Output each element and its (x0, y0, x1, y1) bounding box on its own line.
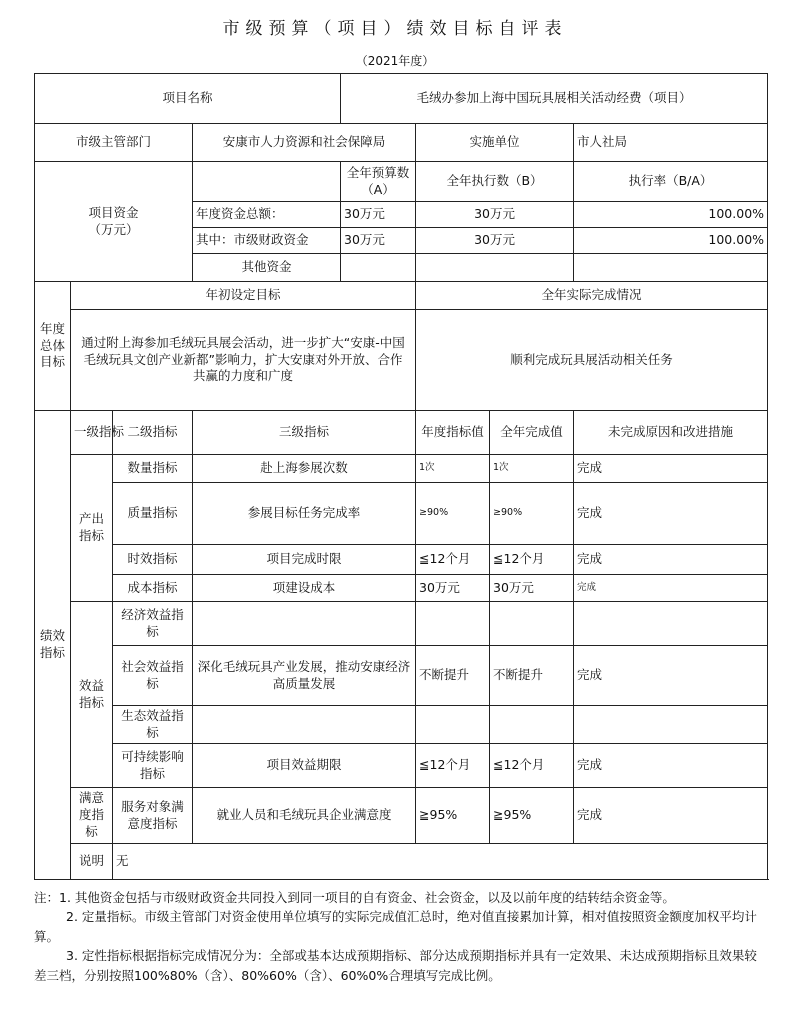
indicator-note (574, 706, 768, 744)
indicator-row (35, 455, 768, 483)
indicator-note: 完成 (574, 455, 768, 483)
impl-label: 实施单位 (416, 124, 574, 162)
indicator-actual: 30万元 (490, 575, 574, 602)
footnotes (34, 888, 768, 985)
funds-row-budget (341, 254, 416, 282)
indicator-l2: 经济效益指标 (113, 602, 193, 646)
year-label: （2021年度） (355, 54, 435, 68)
indicator-note: 完成 (574, 788, 768, 844)
indicator-note: 完成 (574, 744, 768, 788)
goal-set-header: 年初设定目标 (71, 282, 416, 310)
funds-col-rate: 执行率（B/A） (574, 162, 768, 202)
funds-row-rate: 100.00% (574, 228, 768, 254)
indicator-target: 不断提升 (416, 646, 490, 706)
department-row (35, 124, 768, 162)
indicator-target: ≥90% (416, 483, 490, 545)
indicator-l2: 服务对象满意度指标 (113, 788, 193, 844)
funds-row-budget: 30万元 (341, 202, 416, 228)
header-level2: 二级指标 (113, 411, 193, 455)
indicator-row (35, 602, 768, 646)
goal-header-row (35, 282, 768, 310)
indicator-actual: ≦12个月 (490, 744, 574, 788)
indicator-actual (490, 706, 574, 744)
goal-set-text: 通过附上海参加毛绒玩具展会活动，进一步扩大“安康-中国毛绒玩具文创产业新都”影响力，扩大安康对外开放、合作共赢的力度和广度 (71, 310, 416, 411)
indicator-target (416, 602, 490, 646)
funds-row-budget: 30万元 (341, 228, 416, 254)
goal-content-row (35, 310, 768, 411)
indicator-l3: 参展目标任务完成率 (193, 483, 416, 545)
indicator-l2: 时效指标 (113, 545, 193, 575)
indicator-l3: 赴上海参展次数 (193, 455, 416, 483)
funds-blank-cell (193, 162, 341, 202)
indicator-target: ≦12个月 (416, 545, 490, 575)
footnote-2: 2. 定量指标。市级主管部门对资金使用单位填写的实际完成值汇总时，绝对值直接累加计算，相对值按照资金额度加权平均计算。 (34, 909, 757, 944)
footnote-3: 3. 定性指标根据指标完成情况分为：全部或基本达成预期指标、部分达成预期指标并具有一定效果、未达成预期指标且效果较差三档，分别按照100%80%（含）、80%60%（含）、60%0%合理填写完成比例。 (34, 948, 757, 983)
indicator-row (35, 788, 768, 844)
header-actual: 全年完成值 (490, 411, 574, 455)
funds-label: 项目资金 （万元） (35, 162, 193, 282)
dept-label: 市级主管部门 (35, 124, 193, 162)
indicator-row (35, 706, 768, 744)
dept-value: 安康市人力资源和社会保障局 (193, 124, 416, 162)
indicator-l3: 就业人员和毛绒玩具企业满意度 (193, 788, 416, 844)
indicator-l2: 成本指标 (113, 575, 193, 602)
indicator-l3 (193, 706, 416, 744)
funds-row-exec (416, 254, 574, 282)
remark-row (35, 844, 768, 880)
output-indicator-label: 产出指标 (71, 455, 113, 602)
funds-row-name: 年度资金总额： (193, 202, 341, 228)
indicator-note: 完成 (574, 575, 768, 602)
indicator-l2: 生态效益指标 (113, 706, 193, 744)
goal-done-header: 全年实际完成情况 (416, 282, 768, 310)
indicator-row (35, 646, 768, 706)
indicator-l2: 质量指标 (113, 483, 193, 545)
indicator-actual: ≦12个月 (490, 545, 574, 575)
header-level1: 一级指标 (71, 411, 113, 455)
indicator-l2: 社会效益指标 (113, 646, 193, 706)
indicator-note (574, 602, 768, 646)
indicator-l2: 可持续影响指标 (113, 744, 193, 788)
indicator-note: 完成 (574, 646, 768, 706)
indicators-label: 绩效指标 (35, 411, 71, 880)
satisfaction-indicator-label: 满意度指标 (71, 788, 113, 844)
indicator-actual: 不断提升 (490, 646, 574, 706)
indicator-l3: 深化毛绒玩具产业发展，推动安康经济高质量发展 (193, 646, 416, 706)
funds-row-exec: 30万元 (416, 228, 574, 254)
indicator-l3: 项目效益期限 (193, 744, 416, 788)
indicator-l3 (193, 602, 416, 646)
indicator-note: 完成 (574, 483, 768, 545)
funds-col-exec: 全年执行数（B） (416, 162, 574, 202)
indicator-row (35, 545, 768, 575)
indicator-target: 1次 (416, 455, 490, 483)
funds-row-name: 其他资金 (193, 254, 341, 282)
remark-value: 无 (113, 844, 768, 880)
indicator-l2: 数量指标 (113, 455, 193, 483)
project-name-value: 毛绒办参加上海中国玩具展相关活动经费（项目） (341, 74, 768, 124)
funds-header-row (35, 162, 768, 202)
project-name-label: 项目名称 (35, 74, 341, 124)
remark-label: 说明 (71, 844, 113, 880)
indicator-row (35, 575, 768, 602)
funds-row-exec: 30万元 (416, 202, 574, 228)
evaluation-table (34, 73, 768, 880)
indicator-header-row (35, 411, 768, 455)
funds-row-rate: 100.00% (574, 202, 768, 228)
indicator-l3: 项建设成本 (193, 575, 416, 602)
indicator-actual: ≧95% (490, 788, 574, 844)
indicator-target: 30万元 (416, 575, 490, 602)
indicator-target: ≧95% (416, 788, 490, 844)
goal-done-text: 顺利完成玩具展活动相关任务 (416, 310, 768, 411)
indicator-note: 完成 (574, 545, 768, 575)
indicator-actual: ≥90% (490, 483, 574, 545)
indicator-target (416, 706, 490, 744)
header-target: 年度指标值 (416, 411, 490, 455)
page-title: 市级预算（项目）绩效目标自评表 (222, 19, 568, 39)
footnote-1: 注：1. 其他资金包括与市级财政资金共同投入到同一项目的自有资金、社会资金，以及以前年度的结转结余资金等。 (34, 890, 675, 905)
indicator-target: ≦12个月 (416, 744, 490, 788)
indicator-actual (490, 602, 574, 646)
indicator-l3: 项目完成时限 (193, 545, 416, 575)
indicator-actual: 1次 (490, 455, 574, 483)
goal-label: 年度总体目标 (35, 282, 71, 411)
header-level3: 三级指标 (193, 411, 416, 455)
indicator-row (35, 744, 768, 788)
funds-row-rate (574, 254, 768, 282)
impl-value: 市人社局 (574, 124, 768, 162)
benefit-indicator-label: 效益指标 (71, 602, 113, 788)
funds-col-budget: 全年预算数（A） (341, 162, 416, 202)
indicator-row (35, 483, 768, 545)
project-name-row (35, 74, 768, 124)
header-note: 未完成原因和改进措施 (574, 411, 768, 455)
funds-row-name: 其中：市级财政资金 (193, 228, 341, 254)
